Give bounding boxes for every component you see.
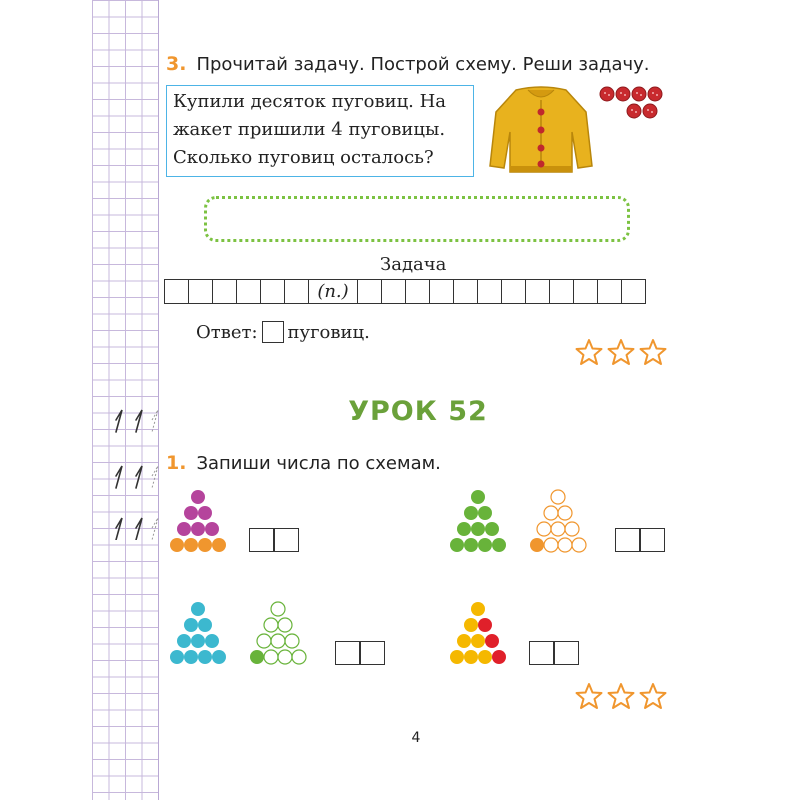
solution-cell[interactable] <box>549 279 574 304</box>
solution-cells[interactable] <box>165 279 646 304</box>
dot-scheme-4 <box>450 602 506 664</box>
problem-line-3: Сколько пуговиц осталось? <box>173 147 434 168</box>
task1-number: 1. <box>166 452 187 474</box>
answer-cells-4[interactable] <box>530 641 579 665</box>
problem-line-2: жакет пришили 4 пуговицы. <box>173 119 446 140</box>
problem-box <box>166 85 474 177</box>
task1-header <box>166 452 441 474</box>
answer-box[interactable] <box>262 321 284 343</box>
handwritten-unit: (п.) <box>308 279 358 304</box>
solution-cell[interactable] <box>525 279 550 304</box>
problem-line-1: Купили десяток пуговиц. На <box>173 91 447 112</box>
answer-cells-2[interactable] <box>616 528 665 552</box>
scheme-drawing-area[interactable] <box>204 196 630 242</box>
solution-cell[interactable] <box>236 279 261 304</box>
star-icon <box>641 684 666 708</box>
solution-cell[interactable] <box>477 279 502 304</box>
cardigan-illustration <box>486 82 596 178</box>
solution-cell[interactable] <box>212 279 237 304</box>
solution-cell[interactable] <box>260 279 285 304</box>
answer-suffix: пуговиц. <box>287 322 370 343</box>
dot-scheme-3 <box>170 602 306 664</box>
task3-instruction: Прочитай задачу. Построй схему. Реши задачу. <box>196 54 650 75</box>
solution-cell[interactable] <box>621 279 646 304</box>
answer-cells-1[interactable] <box>250 528 299 552</box>
answer-line <box>196 321 370 343</box>
solution-cell[interactable] <box>501 279 526 304</box>
buttons-illustration <box>598 86 670 122</box>
answer-cells-3[interactable] <box>336 641 385 665</box>
star-icon <box>577 684 602 708</box>
dot-scheme-1 <box>170 490 226 552</box>
task3-number: 3. <box>166 53 187 75</box>
star-icon <box>609 340 634 364</box>
star-icon <box>577 340 602 364</box>
self-assessment-stars-2 <box>574 682 670 712</box>
lesson-title: УРОК 52 <box>348 396 488 427</box>
solution-cell[interactable] <box>381 279 406 304</box>
task3-header <box>166 53 650 75</box>
solution-cell[interactable] <box>573 279 598 304</box>
self-assessment-stars <box>574 338 670 368</box>
solution-cell[interactable] <box>164 279 189 304</box>
solution-cell[interactable] <box>357 279 382 304</box>
dot-scheme-2 <box>450 490 586 552</box>
solution-cell[interactable] <box>453 279 478 304</box>
star-icon <box>641 340 666 364</box>
solution-title: Задача <box>380 254 447 275</box>
star-icon <box>609 684 634 708</box>
answer-prefix: Ответ: <box>196 322 258 343</box>
solution-cell[interactable] <box>284 279 309 304</box>
solution-cell[interactable] <box>188 279 213 304</box>
solution-cell[interactable] <box>405 279 430 304</box>
solution-cell[interactable] <box>429 279 454 304</box>
task1-instruction: Запиши числа по схемам. <box>196 453 441 474</box>
solution-cell[interactable] <box>597 279 622 304</box>
page-number: 4 <box>411 730 421 746</box>
